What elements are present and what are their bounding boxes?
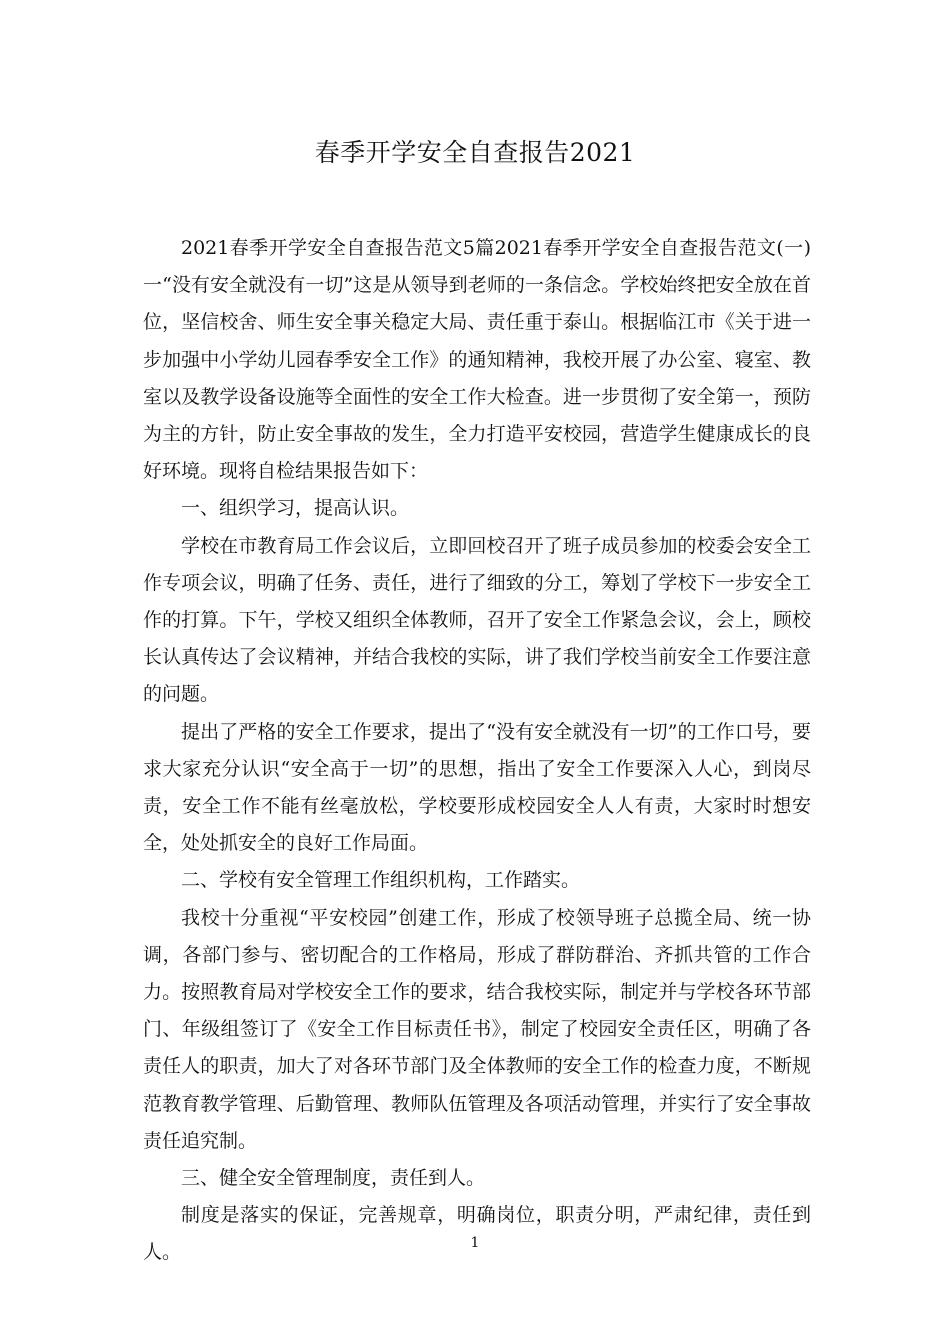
paragraph-section-1-continued: 提出了严格的安全工作要求，提出了“没有安全就没有一切”的工作口号，要求大家充分认识“安全高于一切”的思想，指出了安全工作要深入人心，到岗尽责，安全工作不能有丝毫放松，学校要形成校园安全人人有责，大家时时想安全，处处抓安全的良好工作局面。 [143, 720, 811, 855]
document-title: 春季开学安全自查报告2021 [314, 138, 636, 167]
page-number: 1 [470, 1235, 480, 1251]
section-heading-1: 一、组织学习，提高认识。 [181, 497, 410, 520]
document-body [143, 230, 811, 1272]
section-heading-2: 二、学校有安全管理工作组织机构，工作踏实。 [181, 869, 581, 892]
section-heading-3: 三、健全安全管理制度，责任到人。 [181, 1167, 486, 1190]
paragraph-intro: 2021春季开学安全自查报告范文5篇2021春季开学安全自查报告范文(一)一“没有安全就没有一切”这是从领导到老师的一条信念。学校始终把安全放在首位，坚信校舍、师生安全事关稳定大局、责任重于泰山。根据临江市《关于进一步加强中小学幼儿园春季安全工作》的通知精神，我校开展了办公室、寝室、教室以及教学设备设施等全面性的安全工作大检查。进一步贯彻了安全第一，预防为主的方针，防止安全事故的发生，全力打造平安校园，营造学生健康成长的良好环境。现将自检结果报告如下： [143, 237, 811, 483]
paragraph-section-2: 我校十分重视“平安校园”创建工作，形成了校领导班子总揽全局、统一协调，各部门参与、密切配合的工作格局，形成了群防群治、齐抓共管的工作合力。按照教育局对学校安全工作的要求，结合我校实际，制定并与学校各环节部门、年级组签订了《安全工作目标责任书》，制定了校园安全责任区，明确了各责任人的职责，加大了对各环节部门及全体教师的安全工作的检查力度，不断规范教育教学管理、后勤管理、教师队伍管理及各项活动管理，并实行了安全事故责任追究制。 [143, 906, 811, 1152]
paragraph-section-1: 学校在市教育局工作会议后，立即回校召开了班子成员参加的校委会安全工作专项会议，明确了任务、责任，进行了细致的分工，筹划了学校下一步安全工作的打算。下午，学校又组织全体教师，召开了安全工作紧急会议，会上，顾校长认真传达了会议精神，并结合我校的实际，讲了我们学校当前安全工作要注意的问题。 [143, 534, 811, 706]
paragraph-section-3: 制度是落实的保证，完善规章，明确岗位，职责分明，严肃纪律，责任到人。 [143, 1204, 811, 1264]
